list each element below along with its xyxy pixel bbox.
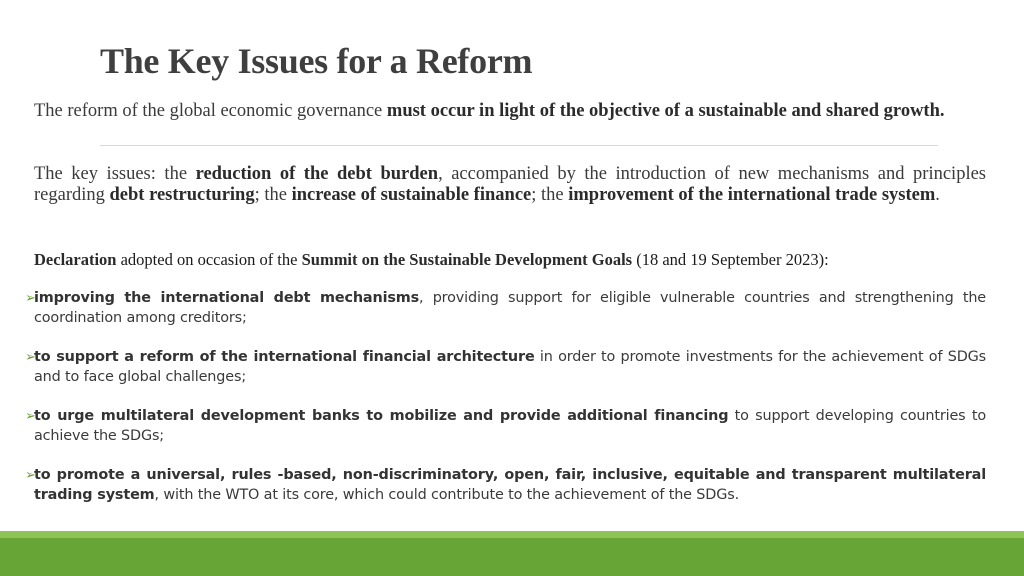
declaration-text-1: adopted on occasion of the xyxy=(116,250,302,269)
key-issue-debt-burden: reduction of the debt burden xyxy=(195,164,439,184)
bullet-text: in order to promote investments for the achievement of SDGs and to face global challenges; xyxy=(34,349,986,385)
bullet-item-development-banks xyxy=(25,407,986,446)
arrow-bullet-icon: ➢ xyxy=(25,468,36,483)
bullet-item-financial-architecture xyxy=(25,348,986,387)
summit-name: Summit on the Sustainable Development Goals xyxy=(301,250,633,269)
bullet-item-trading-system xyxy=(25,466,986,505)
key-issues-text-1: The key issues: the xyxy=(34,164,196,184)
key-issues-paragraph xyxy=(34,164,986,206)
key-issues-text-5: . xyxy=(935,185,940,205)
bullet-text: , with the WTO at its core, which could contribute to the achievement of the SDGs. xyxy=(154,486,739,503)
footer-band xyxy=(0,538,1024,576)
divider-line xyxy=(100,145,938,146)
arrow-bullet-icon: ➢ xyxy=(25,291,36,306)
key-issues-text-3: ; the xyxy=(254,185,292,205)
declaration-text-2: (18 and 19 September 2023): xyxy=(632,250,829,269)
arrow-bullet-icon: ➢ xyxy=(25,350,36,365)
bullet-text: to support developing countries to achieve the SDGs; xyxy=(34,408,986,444)
intro-emphasis: must occur in light of the objective of a sustainable and shared growth. xyxy=(386,101,945,121)
key-issues-text-4: ; the xyxy=(531,185,569,205)
declaration-label: Declaration xyxy=(34,250,117,269)
bullet-bold: to urge multilateral development banks to mobilize and provide additional financing xyxy=(34,408,729,424)
intro-text: The reform of the global economic governance xyxy=(34,101,387,121)
slide-title: The Key Issues for a Reform xyxy=(100,41,533,81)
arrow-bullet-icon: ➢ xyxy=(25,409,36,424)
key-issues-text-2: , accompanied by the introduction of new mechanisms and principles regarding xyxy=(34,164,987,205)
bullet-bold: to support a reform of the international financial architecture xyxy=(34,349,535,365)
key-issue-debt-restructuring: debt restructuring xyxy=(109,185,255,205)
bullet-bold: to promote a universal, rules -based, non-discriminatory, open, fair, inclusive, equitable and transparent multilateral trading system xyxy=(34,467,986,503)
footer-band-light xyxy=(0,531,1024,538)
bullet-bold: improving the international debt mechanisms xyxy=(34,290,420,306)
key-issue-sustainable-finance: increase of sustainable finance xyxy=(291,185,532,205)
bullet-text: , providing support for eligible vulnerable countries and strengthening the coordination among creditors; xyxy=(34,290,986,326)
intro-paragraph xyxy=(34,101,986,122)
key-issue-trade-system: improvement of the international trade system xyxy=(568,185,936,205)
bullet-item-debt-mechanisms xyxy=(25,289,986,328)
declaration-paragraph xyxy=(34,249,986,270)
